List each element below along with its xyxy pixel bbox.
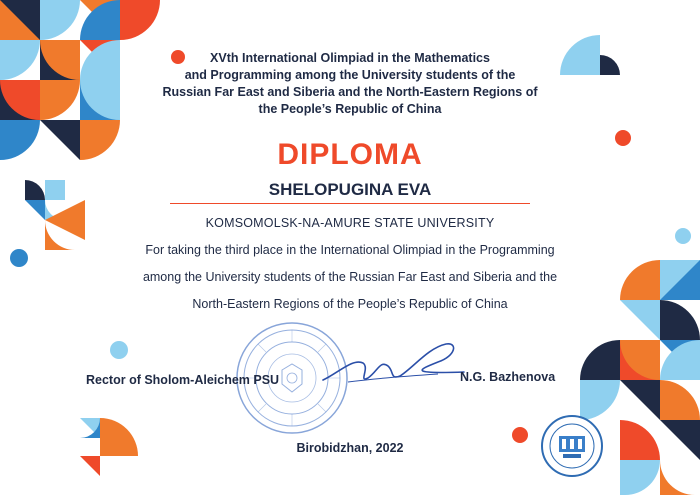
olympiad-title — [150, 50, 550, 118]
rector-signature — [318, 338, 468, 393]
award-description-line: among the University students of the Russian Far East and Siberia and the — [142, 270, 558, 284]
name-underline — [170, 203, 530, 204]
rector-title: Rector of Sholom-Aleichem PSU — [86, 373, 280, 387]
award-description — [95, 237, 605, 318]
olympiad-title-line: the People’s Republic of China — [258, 102, 442, 116]
recipient-name: SHELOPUGINA EVA — [268, 180, 432, 199]
diploma-heading: DIPLOMA — [277, 138, 423, 171]
award-description-line: For taking the third place in the International Olimpiad in the Programming — [145, 243, 555, 257]
olympiad-title-line: XVth International Olimpiad in the Mathematics — [210, 51, 490, 65]
award-description-line: North-Eastern Regions of the People’s Republic of China — [192, 297, 508, 311]
recipient-university: KOMSOMOLSK-NA-AMURE STATE UNIVERSITY — [205, 216, 495, 230]
bottom-left-geometric-pattern — [80, 341, 138, 476]
signer-name: N.G. Bazhenova — [460, 370, 556, 384]
olympiad-title-line: and Programming among the University students of the — [184, 68, 516, 82]
olympiad-title-line: Russian Far East and Siberia and the North-Eastern Regions of — [162, 85, 538, 99]
place-and-date: Birobidzhan, 2022 — [296, 441, 404, 455]
